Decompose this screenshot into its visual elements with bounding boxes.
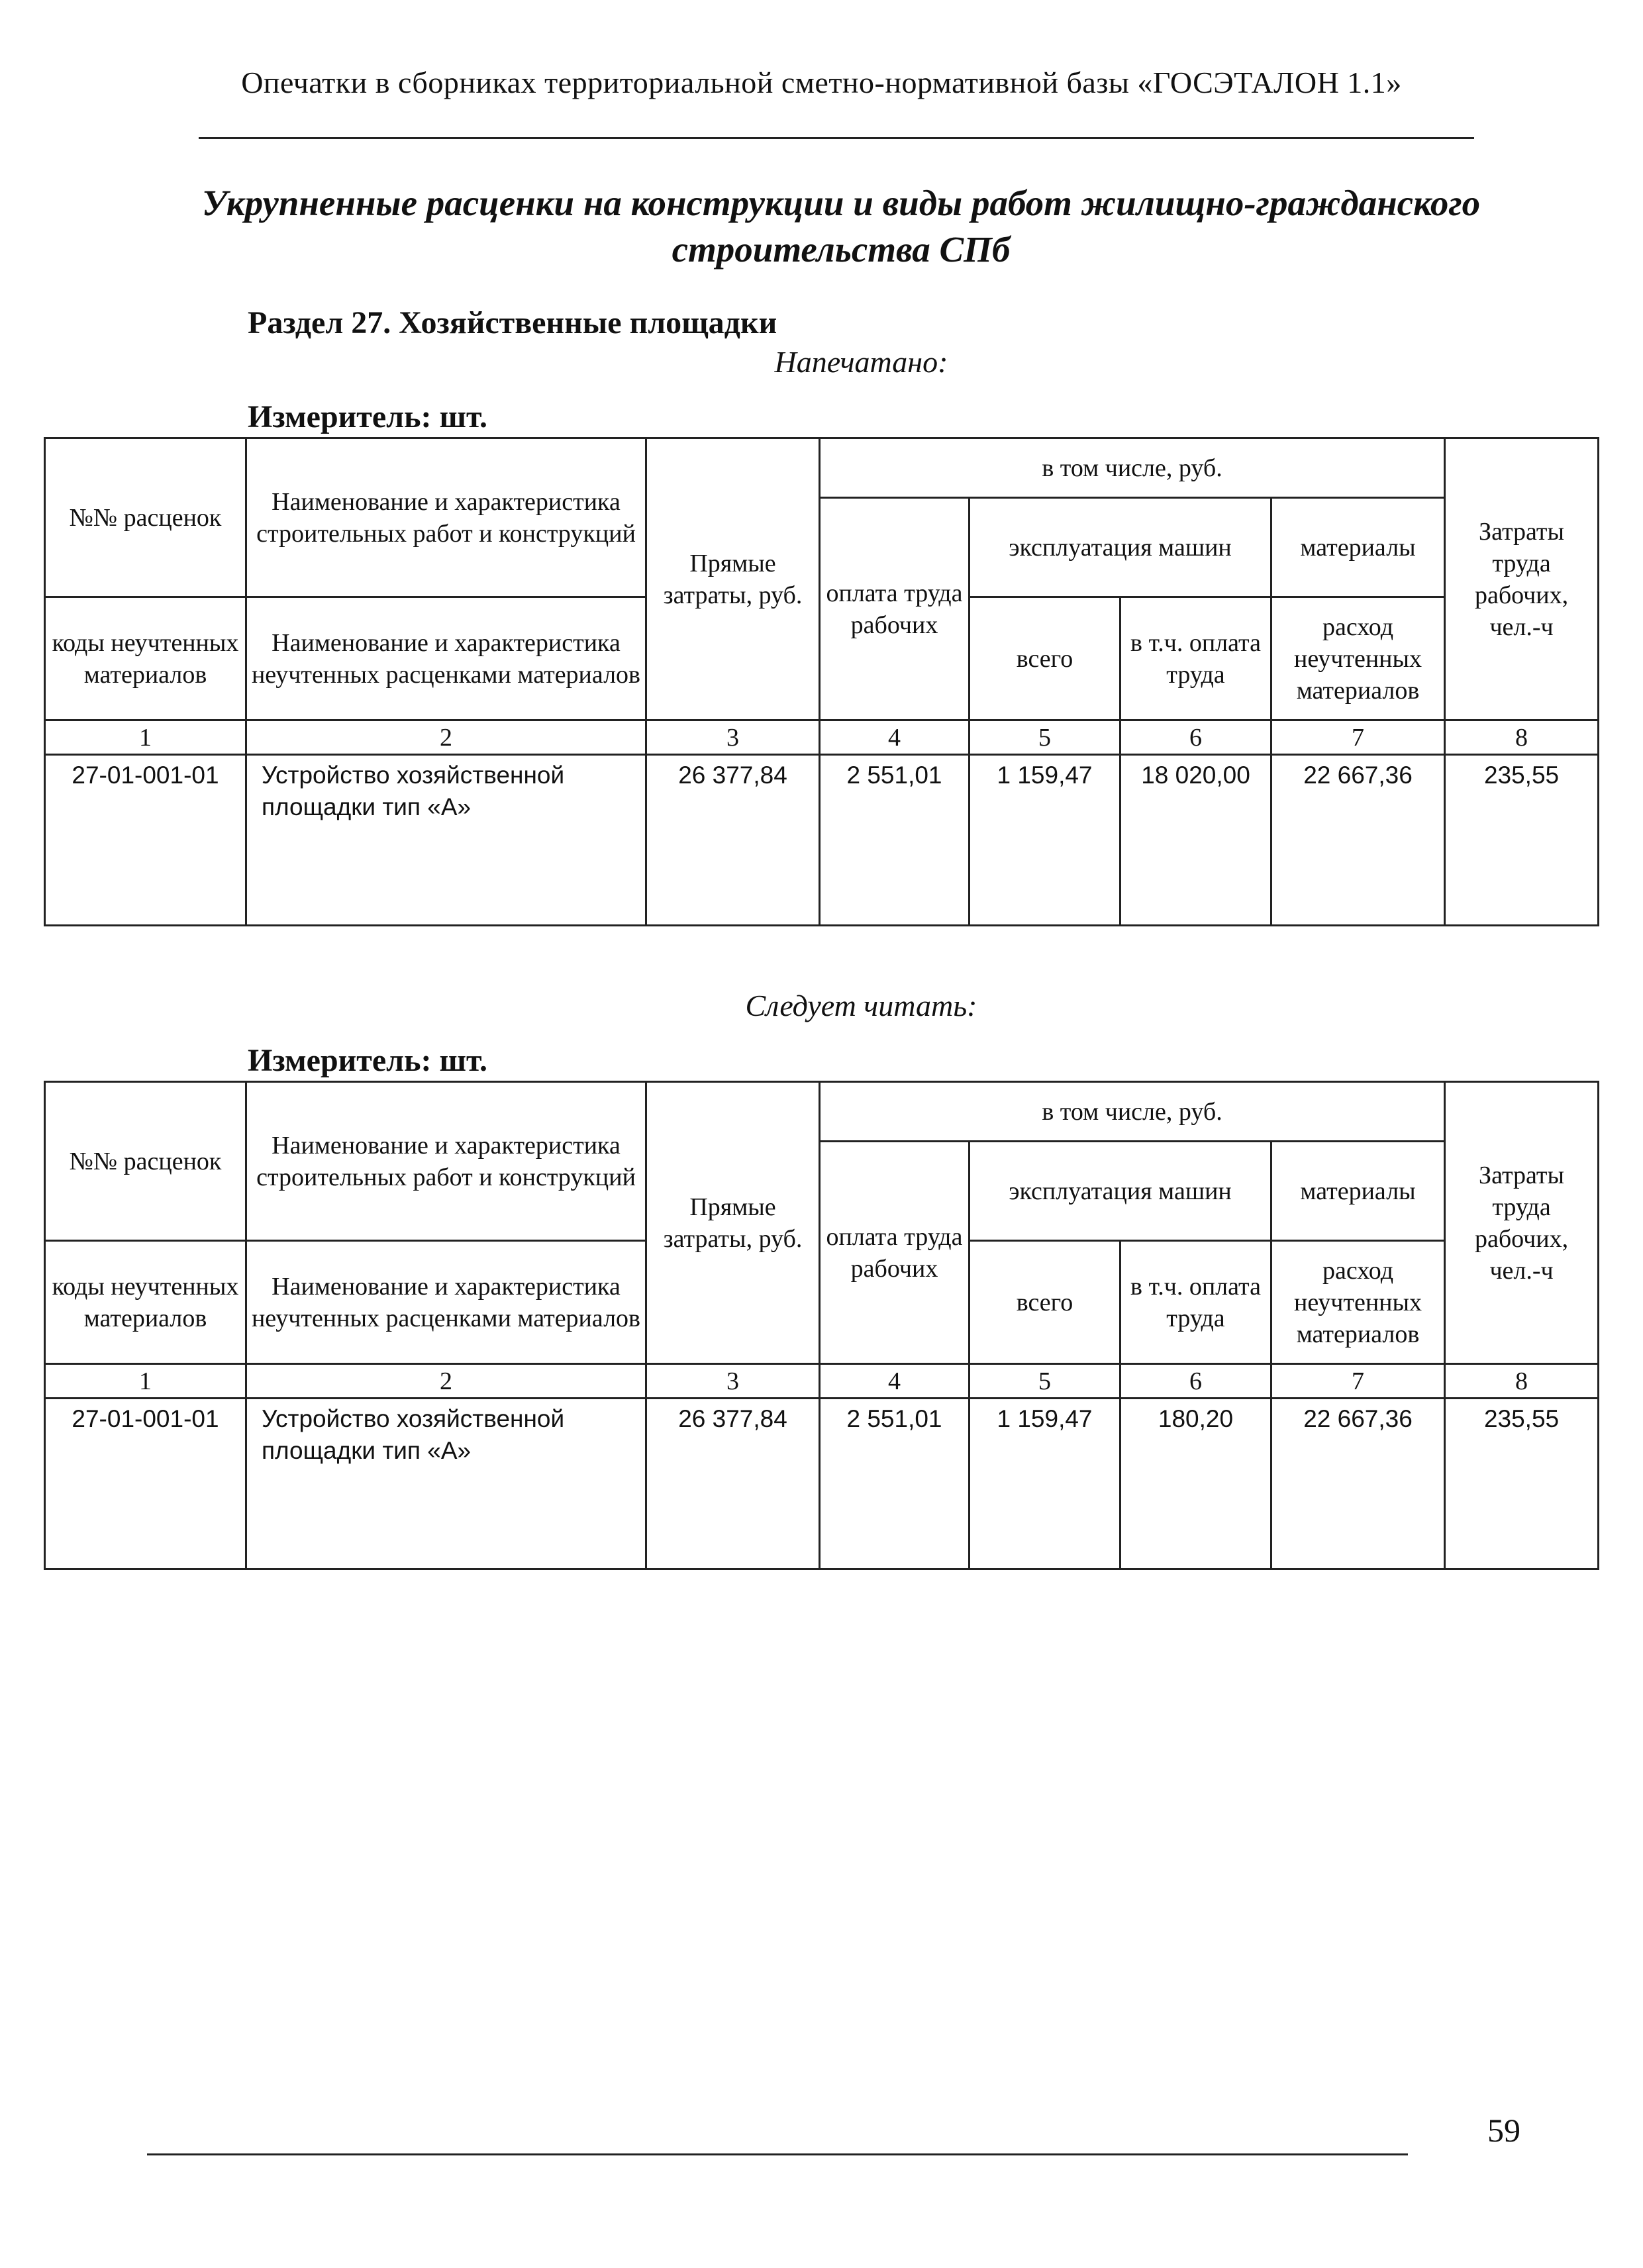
labor-pay-value: 2 551,01 (820, 755, 970, 926)
header-including: в том числе, руб. (820, 438, 1445, 498)
header-material-name: Наименование и характеристика неучтенных расценками материалов (246, 597, 646, 720)
main-title (79, 180, 1603, 273)
header-labor-pay: оплата труда рабочих (820, 498, 970, 720)
unit-label-correct: Измеритель: шт. (248, 1043, 487, 1078)
col-number: 6 (1120, 1364, 1271, 1399)
rate-code: 27-01-001-01 (45, 755, 246, 926)
table-row (45, 1399, 1599, 1569)
document-header: Опечатки в сборниках территориальной сметно-нормативной базы «ГОСЭТАЛОН 1.1» (241, 66, 1402, 99)
col-number: 1 (45, 1364, 246, 1399)
materials-value: 22 667,36 (1271, 1399, 1445, 1569)
rate-name: Устройство хозяйственной площадки тип «А» (246, 1399, 646, 1569)
header-machine-labor: в т.ч. оплата труда (1120, 597, 1271, 720)
header-materials-usage: расход неучтенных материалов (1271, 597, 1445, 720)
main-title-line-1: Укрупненные расценки на конструкции и виды работ жилищно-гражданского (201, 183, 1481, 223)
machine-total-value: 1 159,47 (970, 1399, 1120, 1569)
correct-label: Следует читать: (745, 989, 977, 1022)
col-number: 3 (646, 1364, 820, 1399)
machine-labor-value: 18 020,00 (1120, 755, 1271, 926)
col-number: 4 (820, 1364, 970, 1399)
header-materials: материалы (1271, 1142, 1445, 1241)
header-rate-no: №№ расценок (45, 1082, 246, 1241)
labor-hours-value: 235,55 (1445, 1399, 1599, 1569)
header-labor-costs: Затраты труда рабочих, чел.-ч (1445, 438, 1599, 720)
header-materials-usage: расход неучтенных материалов (1271, 1241, 1445, 1364)
col-number: 6 (1120, 720, 1271, 755)
header-divider (199, 137, 1474, 139)
col-number: 5 (970, 720, 1120, 755)
header-machine-operation: эксплуатация машин (970, 1142, 1271, 1241)
header-rate-no: №№ расценок (45, 438, 246, 597)
header-including: в том числе, руб. (820, 1082, 1445, 1142)
printed-rates-table (44, 437, 1599, 926)
header-machine-total: всего (970, 1241, 1120, 1364)
direct-costs-value: 26 377,84 (646, 1399, 820, 1569)
main-title-line-2: строительства СПб (672, 229, 1011, 270)
header-materials: материалы (1271, 498, 1445, 597)
header-labor-costs: Затраты труда рабочих, чел.-ч (1445, 1082, 1599, 1364)
col-number: 2 (246, 1364, 646, 1399)
header-material-name: Наименование и характеристика неучтенных расценками материалов (246, 1241, 646, 1364)
header-material-codes: коды неучтенных материалов (45, 597, 246, 720)
machine-total-value: 1 159,47 (970, 755, 1120, 926)
header-machine-total: всего (970, 597, 1120, 720)
col-number: 5 (970, 1364, 1120, 1399)
header-material-codes: коды неучтенных материалов (45, 1241, 246, 1364)
col-number: 8 (1445, 1364, 1599, 1399)
col-number: 8 (1445, 720, 1599, 755)
header-work-name: Наименование и характеристика строительных работ и конструкций (246, 1082, 646, 1241)
printed-label: Напечатано: (774, 345, 948, 379)
section-title: Раздел 27. Хозяйственные площадки (248, 305, 777, 340)
table-row (45, 755, 1599, 926)
header-direct-costs: Прямые затраты, руб. (646, 1082, 820, 1364)
col-number: 4 (820, 720, 970, 755)
machine-labor-value: 180,20 (1120, 1399, 1271, 1569)
header-machine-labor: в т.ч. оплата труда (1120, 1241, 1271, 1364)
footer-divider (147, 2153, 1408, 2155)
col-number: 7 (1271, 1364, 1445, 1399)
col-number: 1 (45, 720, 246, 755)
header-machine-operation: эксплуатация машин (970, 498, 1271, 597)
page-number: 59 (1487, 2112, 1520, 2149)
col-number: 7 (1271, 720, 1445, 755)
header-direct-costs: Прямые затраты, руб. (646, 438, 820, 720)
rate-name: Устройство хозяйственной площадки тип «А» (246, 755, 646, 926)
labor-hours-value: 235,55 (1445, 755, 1599, 926)
col-number: 2 (246, 720, 646, 755)
unit-label-printed: Измеритель: шт. (248, 399, 487, 434)
header-work-name: Наименование и характеристика строительных работ и конструкций (246, 438, 646, 597)
header-labor-pay: оплата труда рабочих (820, 1142, 970, 1364)
correct-rates-table (44, 1081, 1599, 1570)
labor-pay-value: 2 551,01 (820, 1399, 970, 1569)
col-number: 3 (646, 720, 820, 755)
materials-value: 22 667,36 (1271, 755, 1445, 926)
direct-costs-value: 26 377,84 (646, 755, 820, 926)
rate-code: 27-01-001-01 (45, 1399, 246, 1569)
